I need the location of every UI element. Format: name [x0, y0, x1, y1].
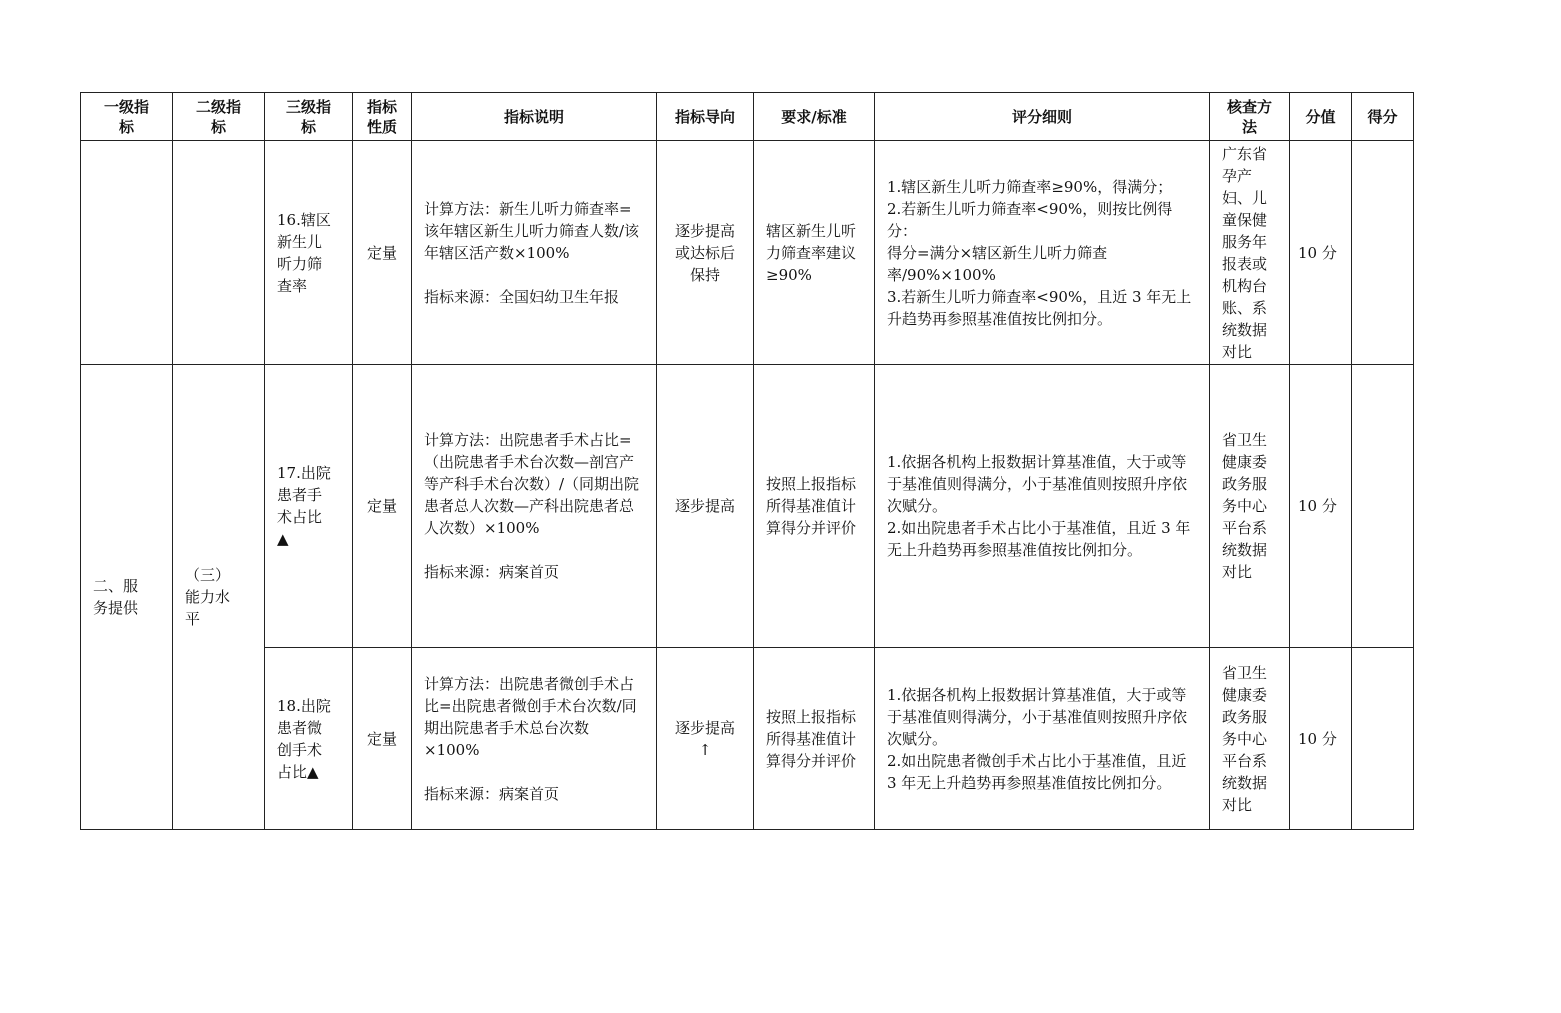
- check-cell: 省卫生健康委政务服务中心平台系统数据对比: [1210, 365, 1290, 648]
- description-cell: 计算方法：新生儿听力筛查率=该年辖区新生儿听力筛查人数/该年辖区活产数×100% 指标来源：全国妇幼卫生年报: [412, 141, 657, 365]
- level1-cell: 二、服 务提供: [81, 365, 173, 830]
- level3-cell: 18.出院 患者微 创手术 占比▲: [265, 648, 353, 830]
- header-level3: 三级指 标: [265, 93, 353, 141]
- level3-cell: 16.辖区 新生儿 听力筛 查率: [265, 141, 353, 365]
- nature-cell: 定量: [353, 141, 412, 365]
- check-cell: 广东省孕产妇、儿童保健服务年报表或机构台账、系统数据对比: [1210, 141, 1290, 365]
- nature-cell: 定量: [353, 648, 412, 830]
- nature-cell: 定量: [353, 365, 412, 648]
- direction-cell: 逐步提高 ↑: [657, 648, 754, 830]
- score-value-cell: 10 分: [1290, 365, 1352, 648]
- header-nature: 指标 性质: [353, 93, 412, 141]
- header-rules: 评分细则: [875, 93, 1210, 141]
- score-value-cell: 10 分: [1290, 141, 1352, 365]
- indicator-table: [80, 92, 1414, 830]
- table-row: [81, 365, 1414, 648]
- header-score-value: 分值: [1290, 93, 1352, 141]
- header-description: 指标说明: [412, 93, 657, 141]
- header-score: 得分: [1352, 93, 1414, 141]
- header-standard: 要求/标准: [754, 93, 875, 141]
- header-row: [81, 93, 1414, 141]
- level3-cell: 17.出院 患者手 术占比 ▲: [265, 365, 353, 648]
- description-cell: 计算方法：出院患者微创手术占比=出院患者微创手术台次数/同期出院患者手术总台次数×100% 指标来源：病案首页: [412, 648, 657, 830]
- score-cell: [1352, 648, 1414, 830]
- table-row: [81, 141, 1414, 365]
- score-cell: [1352, 365, 1414, 648]
- description-cell: 计算方法：出院患者手术占比=（出院患者手术台次数—剖宫产等产科手术台次数）/（同期出院患者总人次数—产科出院患者总人次数）×100% 指标来源：病案首页: [412, 365, 657, 648]
- level2-cell: [173, 141, 265, 365]
- direction-cell: 逐步提高 或达标后 保持: [657, 141, 754, 365]
- rules-cell: 1.依据各机构上报数据计算基准值，大于或等于基准值则得满分，小于基准值则按照升序依次赋分。 2.如出院患者微创手术占比小于基准值，且近 3 年无上升趋势再参照基准值按比例扣分。: [875, 648, 1210, 830]
- standard-cell: 按照上报指标所得基准值计算得分并评价: [754, 365, 875, 648]
- direction-cell: 逐步提高: [657, 365, 754, 648]
- header-level2: 二级指 标: [173, 93, 265, 141]
- check-cell: 省卫生健康委政务服务中心平台系统数据对比: [1210, 648, 1290, 830]
- level1-cell: [81, 141, 173, 365]
- score-cell: [1352, 141, 1414, 365]
- standard-cell: 辖区新生儿听力筛查率建议≥90%: [754, 141, 875, 365]
- header-check: 核查方 法: [1210, 93, 1290, 141]
- rules-cell: 1.依据各机构上报数据计算基准值，大于或等于基准值则得满分，小于基准值则按照升序依次赋分。 2.如出院患者手术占比小于基准值，且近 3 年无上升趋势再参照基准值按比例扣分。: [875, 365, 1210, 648]
- header-level1: 一级指 标: [81, 93, 173, 141]
- score-value-cell: 10 分: [1290, 648, 1352, 830]
- standard-cell: 按照上报指标所得基准值计算得分并评价: [754, 648, 875, 830]
- level2-cell: （三） 能力水 平: [173, 365, 265, 830]
- table-row: [81, 648, 1414, 830]
- header-direction: 指标导向: [657, 93, 754, 141]
- rules-cell: 1.辖区新生儿听力筛查率≥90%，得满分； 2.若新生儿听力筛查率<90%，则按比例得分： 得分=满分×辖区新生儿听力筛查率/90%×100% 3.若新生儿听力筛查率<90%，且近 3 年无上升趋势再参照基准值按比例扣分。: [875, 141, 1210, 365]
